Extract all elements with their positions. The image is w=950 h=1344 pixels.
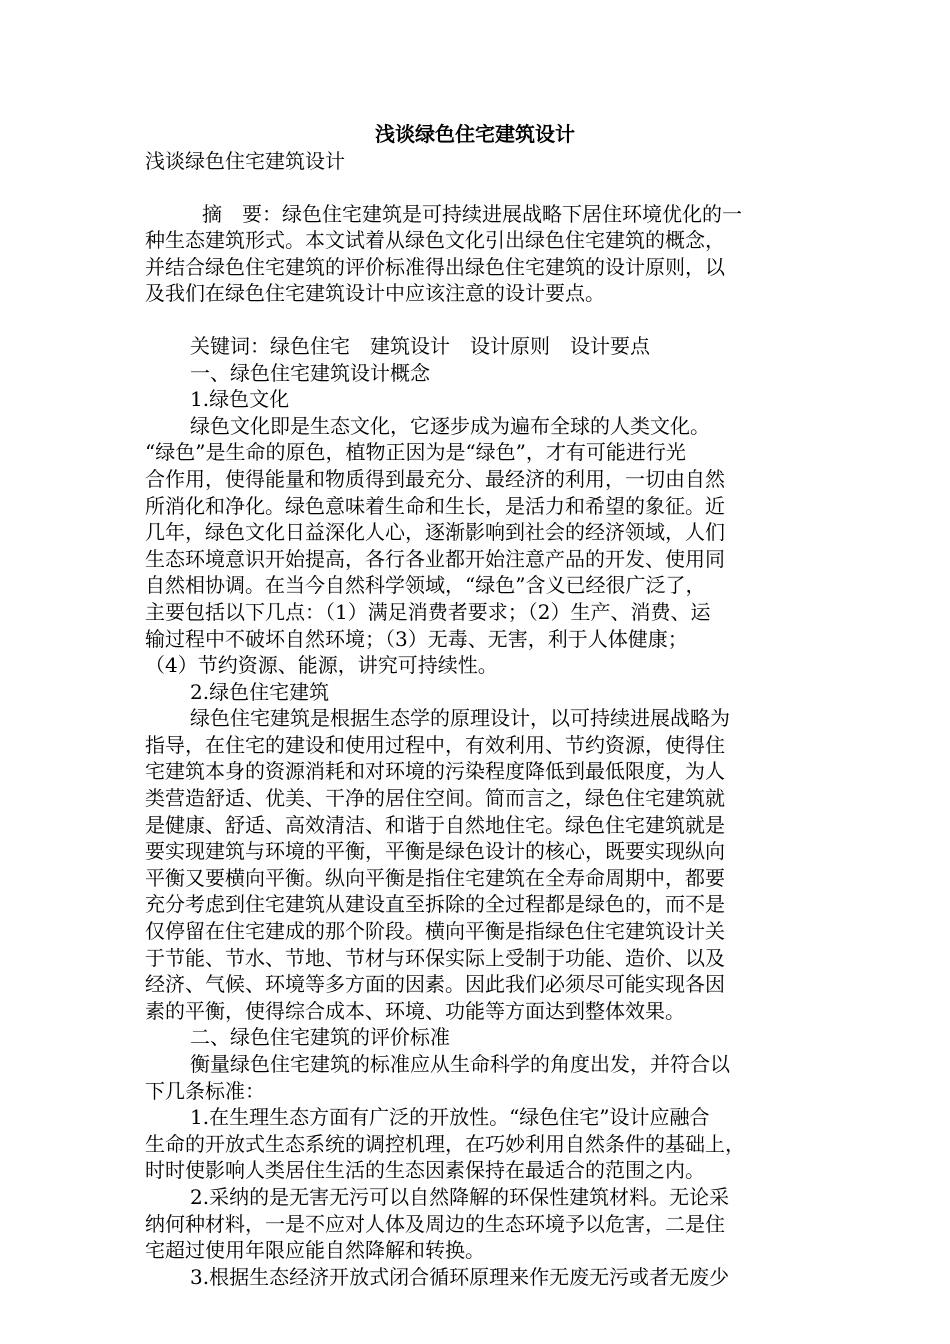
section-heading: 二、绿色住宅建筑的评价标准 [190, 1025, 450, 1050]
keywords: 关键词：绿色住宅 建筑设计 设计原则 设计要点 [190, 333, 650, 358]
paragraph-line: 平衡又要横向平衡。纵向平衡是指住宅建筑在全寿命周期中，都要 [145, 865, 725, 890]
paragraph-line: 合作用，使得能量和物质得到最充分、最经济的利用，一切由自然 [145, 466, 725, 491]
paragraph-line: 宅超过使用年限应能自然降解和转换。 [145, 1238, 485, 1263]
paragraph-line: 绿色住宅建筑是根据生态学的原理设计，以可持续进展战略为 [190, 706, 730, 731]
abstract-line: 及我们在绿色住宅建筑设计中应该注意的设计要点。 [145, 281, 605, 306]
paragraph-line: 仅停留在住宅建成的那个阶段。横向平衡是指绿色住宅建筑设计关 [145, 919, 725, 944]
paragraph-line: 1.在生理生态方面有广泛的开放性。“绿色住宅”设计应融合 [190, 1105, 710, 1130]
abstract-line: 摘 要：绿色住宅建筑是可持续进展战略下居住环境优化的一 [202, 201, 742, 226]
document-subtitle: 浅谈绿色住宅建筑设计 [145, 149, 345, 173]
subsection-heading: 2.绿色住宅建筑 [190, 679, 330, 704]
paragraph [145, 413, 805, 679]
document-title: 浅谈绿色住宅建筑设计 [375, 122, 575, 146]
paragraph-line: 所消化和净化。绿色意味着生命和生长，是活力和希望的象征。近 [145, 493, 725, 518]
paragraph-line: 输过程中不破坏自然环境；（3）无毒、无害，利于人体健康； [145, 626, 688, 651]
paragraph-line: 绿色文化即是生态文化，它逐步成为遍布全球的人类文化。 [190, 413, 710, 438]
paragraph [145, 1051, 805, 1104]
paragraph-line: 纳何种材料，一是不应对人体及周边的生态环境予以危害，二是住 [145, 1211, 725, 1236]
list-item [145, 1184, 805, 1264]
paragraph-line: 生命的开放式生态系统的调控机理，在巧妙利用自然条件的基础上， [145, 1131, 745, 1156]
paragraph-line: 经济、气候、环境等多方面的因素。因此我们必须尽可能实现各因 [145, 972, 725, 997]
abstract-line: 种生态建筑形式。本文试着从绿色文化引出绿色住宅建筑的概念， [145, 228, 725, 253]
paragraph-line: 主要包括以下几点：（1）满足消费者要求；（2）生产、消费、运 [145, 599, 711, 624]
paragraph [145, 705, 805, 1024]
paragraph-line: 几年，绿色文化日益深化人心，逐渐影响到社会的经济领域，人们 [145, 520, 725, 545]
paragraph-line: 衡量绿色住宅建筑的标准应从生命科学的角度出发，并符合以 [190, 1052, 730, 1076]
paragraph-line: 宅建筑本身的资源消耗和对环境的污染程度降低到最低限度，为人 [145, 759, 725, 784]
paragraph-line: 素的平衡，使得综合成本、环境、功能等方面达到整体效果。 [145, 998, 685, 1023]
subsection-heading: 1.绿色文化 [190, 387, 290, 412]
list-item [145, 1104, 805, 1184]
abstract-line: 并结合绿色住宅建筑的评价标准得出绿色住宅建筑的设计原则，以 [145, 254, 725, 279]
spacer [145, 307, 805, 333]
paragraph-line: 于节能、节水、节地、节材与环保实际上受制于功能、造价、以及 [145, 945, 725, 970]
paragraph-line: （4）节约资源、能源，讲究可持续性。 [145, 653, 498, 678]
paragraph-line: 时时使影响人类居住生活的生态因素保持在最适合的范围之内。 [145, 1158, 705, 1183]
paragraph-line: 是健康、舒适、高效清洁、和谐于自然地住宅。绿色住宅建筑就是 [145, 812, 725, 837]
paragraph-line: 下几条标准： [145, 1078, 265, 1103]
list-item [145, 1264, 805, 1291]
spacer [145, 175, 805, 201]
paragraph-line: 要实现建筑与环境的平衡，平衡是绿色设计的核心，既要实现纵向 [145, 839, 725, 864]
paragraph-line: 生态环境意识开始提高，各行各业都开始注意产品的开发、使用同 [145, 546, 725, 571]
abstract [145, 201, 805, 307]
paragraph-line: “绿色”是生命的原色，植物正因为是“绿色”，才有可能进行光 [145, 440, 686, 465]
paragraph-line: 充分考虑到住宅建筑从建设直至拆除的全过程都是绿色的，而不是 [145, 892, 725, 917]
paragraph-line: 自然相协调。在当今自然科学领域，“绿色”含义已经很广泛了， [145, 573, 706, 598]
document-body [145, 120, 805, 1290]
paragraph-line: 指导，在住宅的建设和使用过程中，有效利用、节约资源，使得住 [145, 732, 725, 757]
paragraph-line: 3.根据生态经济开放式闭合循环原理来作无废无污或者无废少 [190, 1264, 730, 1289]
paragraph-line: 类营造舒适、优美、干净的居住空间。简而言之，绿色住宅建筑就 [145, 786, 725, 811]
section-heading: 一、绿色住宅建筑设计概念 [190, 360, 430, 385]
paragraph-line: 2.采纳的是无害无污可以自然降解的环保性建筑材料。无论采 [190, 1184, 730, 1209]
